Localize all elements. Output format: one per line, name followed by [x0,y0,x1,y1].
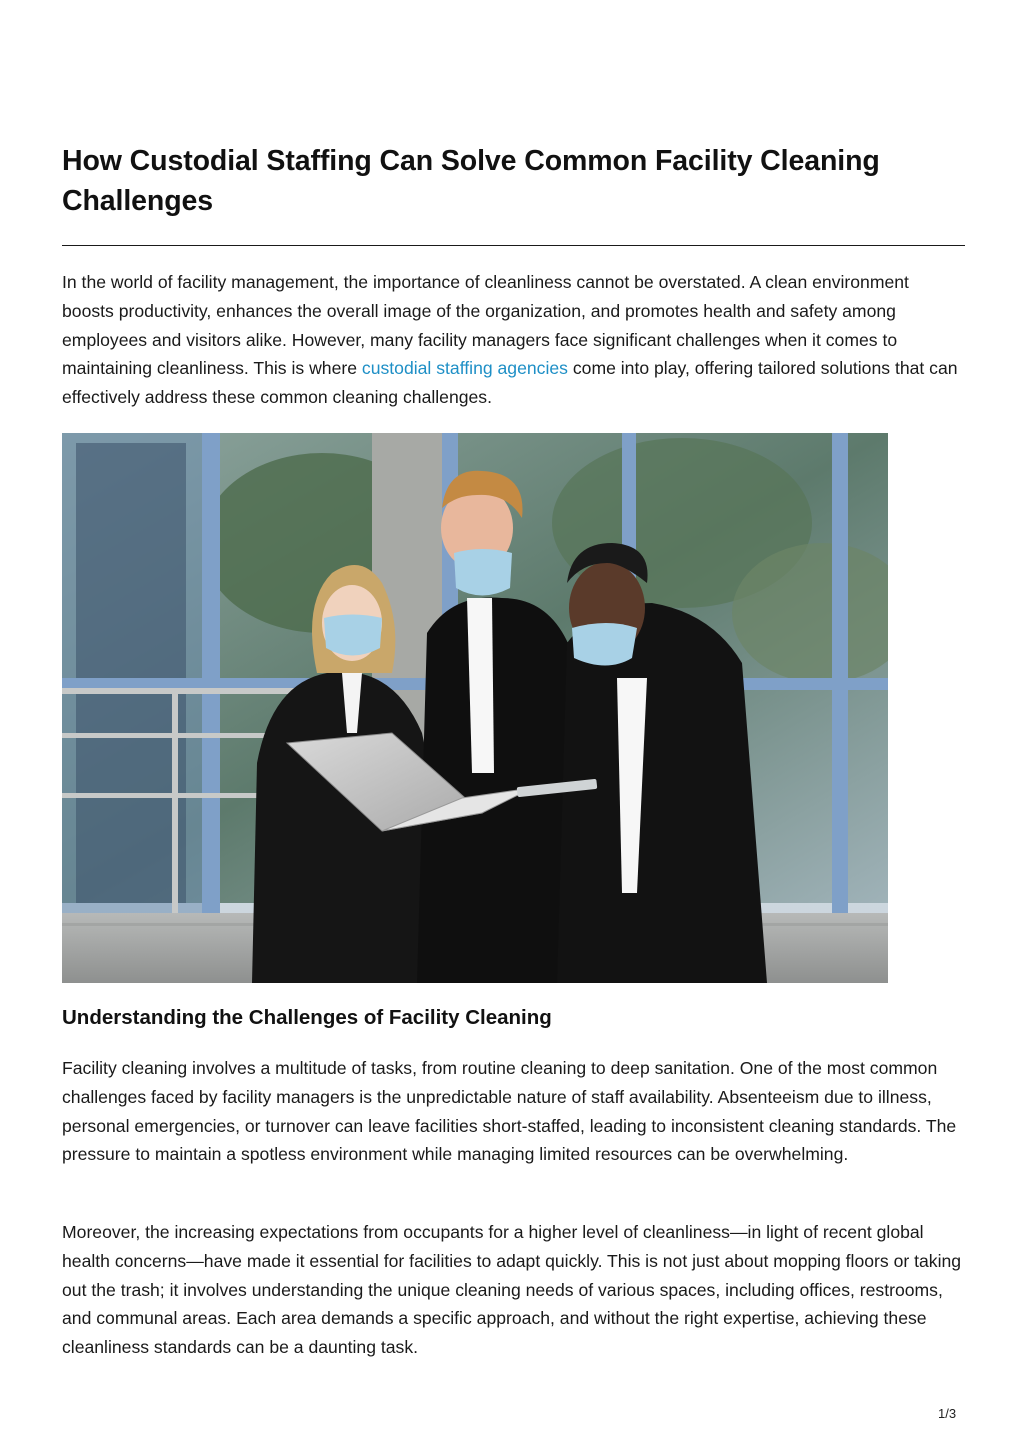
custodial-staffing-agencies-link[interactable]: custodial staffing agencies [361,358,568,379]
body-paragraph: Facility cleaning involves a multitude of tasks, from routine cleaning to deep sanitation. One of the most common challenges faced by facility managers is the unpredictable nature of staff availability. Absenteeism due to illness, personal emergencies, or turnover can leave facilities short-staffed, leading to inconsistent cleaning standards. The pressure to maintain a spotless environment while managing limited resources can be overwhelming. [62,1058,957,1165]
body-paragraph: Moreover, the increasing expectations from occupants for a higher level of cleanliness—in light of recent global health concerns—have made it essential for facilities to adapt quickly. This is not just about mopping floors or taking out the trash; it involves understanding the unique cleaning needs of various spaces, including offices, restrooms, and communal areas. Each area demands a specific approach, and without the right expertise, achieving these cleanliness standards can be a daunting task. [62,1222,962,1358]
intro-text-after-link: come into play, offering tailored solutions that can effectively address these common cleaning challenges. [62,358,958,408]
section-heading: Understanding the Challenges of Facility Cleaning [62,1006,552,1029]
article-title: How Custodial Staffing Can Solve Common Facility Cleaning Challenges [62,145,880,217]
page-number: 1/3 [938,1406,957,1421]
intro-paragraph [62,268,962,412]
hero-photo [62,433,888,983]
intro-text-before-link: In the world of facility management, the importance of cleanliness cannot be overstated. A clean environment boosts productivity, enhances the overall image of the organization, and promotes health and safety among employees and visitors alike. However, many facility managers face significant challenges when it comes to maintaining cleanliness. This is where [62,272,909,379]
title-divider [62,245,965,246]
